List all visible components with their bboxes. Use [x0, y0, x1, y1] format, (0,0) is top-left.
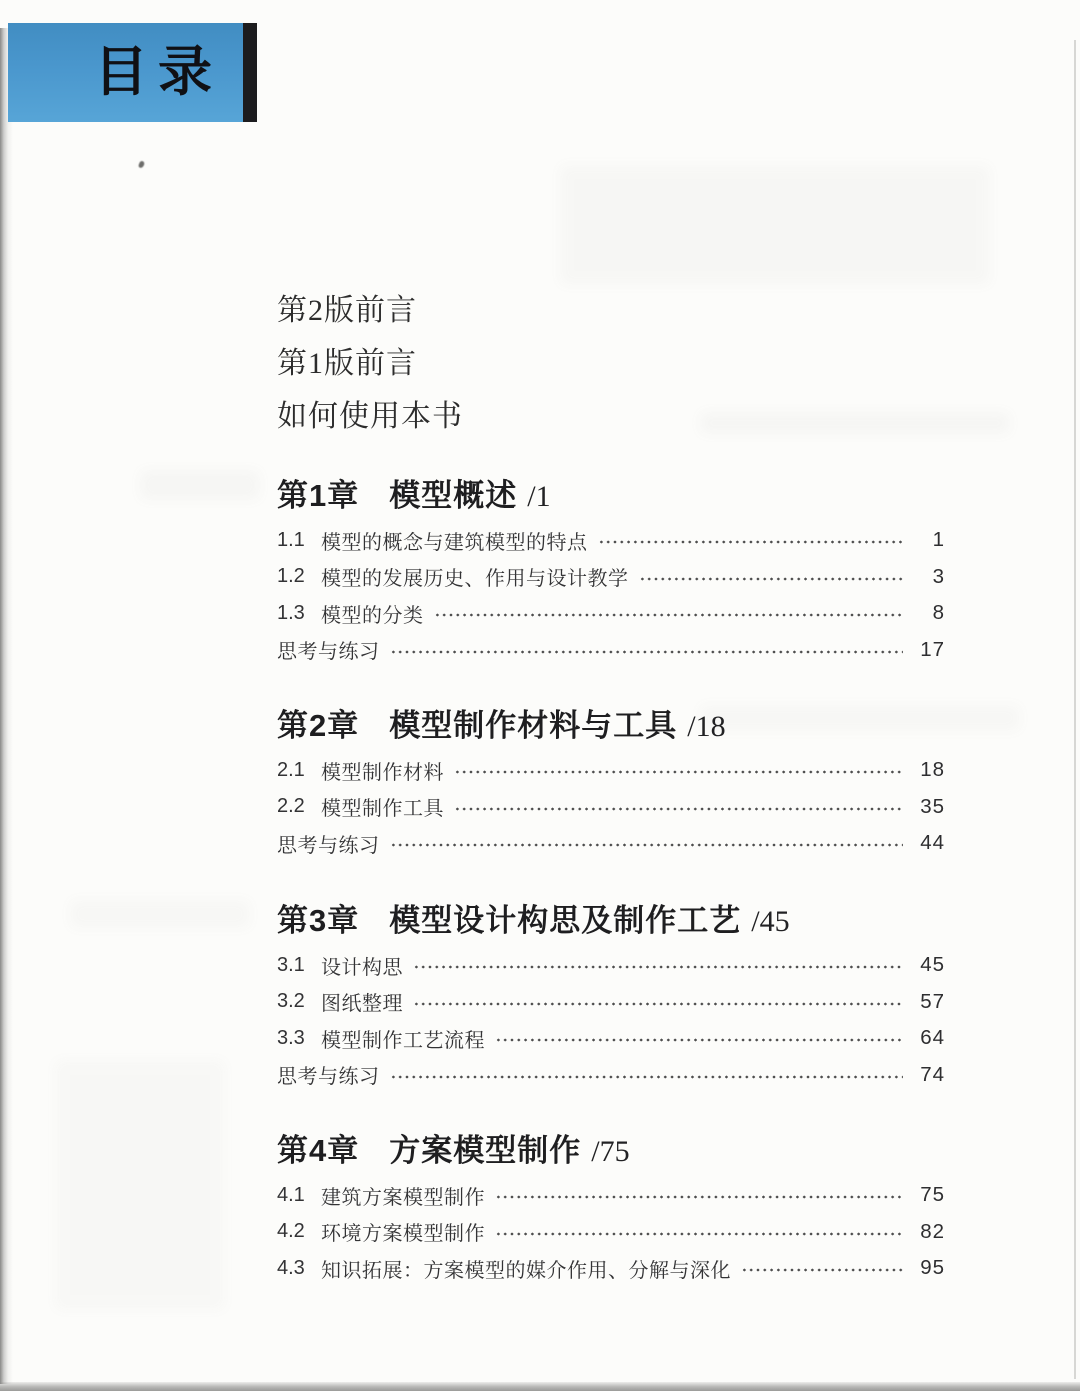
- entry-page-number: 95: [920, 1256, 945, 1280]
- entry-page-number: 74: [920, 1062, 945, 1086]
- chapter-page-ref: /18: [687, 710, 726, 743]
- scan-edge-right-line: [1074, 40, 1076, 1379]
- entry-page-number: 64: [920, 1026, 945, 1050]
- front-matter-item: 第2版前言: [277, 293, 417, 327]
- chapter-label: 第1章: [277, 478, 360, 513]
- dot-leader: [639, 574, 904, 584]
- front-matter-item: 如何使用本书: [277, 399, 463, 433]
- front-matter-list: [277, 280, 463, 439]
- dot-leader: [741, 1265, 903, 1275]
- dot-leader: [390, 647, 904, 657]
- bleed-through-artifact: [700, 412, 1010, 434]
- toc-entry: [277, 789, 945, 826]
- chapter-2-section: [277, 700, 945, 862]
- chapter-4-section: [277, 1125, 945, 1287]
- toc-entry: [277, 1177, 945, 1214]
- entry-title: 模型的分类: [321, 604, 424, 627]
- entry-page-number: 75: [920, 1183, 945, 1207]
- entry-number: 3.2: [277, 990, 305, 1013]
- dot-leader: [454, 767, 903, 777]
- entry-title: 知识拓展：方案模型的媒介作用、分解与深化: [321, 1259, 731, 1282]
- entry-number: 1.1: [277, 528, 305, 551]
- chapter-label: 第3章: [277, 903, 360, 938]
- entry-page-number: 44: [920, 831, 945, 855]
- chapter-label: 第4章: [277, 1133, 360, 1168]
- entry-title: 思考与练习: [277, 641, 380, 664]
- entry-title: 设计构思: [321, 956, 403, 979]
- entry-title: 模型制作材料: [321, 761, 444, 784]
- chapter-title: 方案模型制作: [389, 1133, 582, 1168]
- toc-entry-exercises: [277, 825, 945, 862]
- bleed-through-artifact: [140, 470, 260, 500]
- toc-entry: [277, 1250, 945, 1287]
- scan-speck: [138, 160, 145, 168]
- dot-leader: [495, 1035, 903, 1045]
- entry-title: 模型的发展历史、作用与设计教学: [321, 568, 629, 591]
- dot-leader: [413, 962, 903, 972]
- chapter-page-ref: /45: [751, 905, 790, 938]
- bleed-through-artifact: [70, 900, 250, 928]
- chapter-heading: [277, 700, 945, 744]
- chapter-title: 模型设计构思及制作工艺: [389, 903, 742, 938]
- entry-title: 图纸整理: [321, 993, 403, 1016]
- toc-entry: [277, 752, 945, 789]
- entry-number: 4.1: [277, 1183, 305, 1206]
- chapter-heading: [277, 1125, 945, 1169]
- toc-entry: [277, 984, 945, 1021]
- entry-number: 3.3: [277, 1026, 305, 1049]
- entry-number: 4.2: [277, 1220, 305, 1243]
- entry-page-number: 57: [920, 989, 945, 1013]
- dot-leader: [598, 537, 904, 547]
- scan-edge-bottom-bar: [0, 1382, 1080, 1391]
- entry-page-number: 8: [932, 601, 945, 625]
- entry-title: 思考与练习: [277, 1066, 380, 1089]
- chapter-page-ref: /75: [591, 1135, 630, 1168]
- toc-entry-exercises: [277, 632, 945, 669]
- dot-leader: [434, 610, 904, 620]
- front-matter-item: 第1版前言: [277, 346, 417, 380]
- entry-page-number: 18: [920, 758, 945, 782]
- dot-leader: [454, 804, 903, 814]
- entry-page-number: 1: [932, 528, 945, 552]
- chapter-label: 第2章: [277, 708, 360, 743]
- entry-number: 3.1: [277, 953, 305, 976]
- chapter-page-ref: /1: [527, 480, 551, 513]
- toc-entry-exercises: [277, 1057, 945, 1094]
- bleed-through-artifact: [560, 165, 990, 285]
- dot-leader: [390, 1072, 904, 1082]
- entry-number: 1.2: [277, 565, 305, 588]
- toc-entry: [277, 559, 945, 596]
- chapter-1-section: [277, 470, 945, 668]
- dot-leader: [495, 1229, 903, 1239]
- entry-title: 模型制作工艺流程: [321, 1029, 485, 1052]
- entry-page-number: 45: [920, 953, 945, 977]
- chapter-heading: [277, 470, 945, 514]
- entry-number: 2.1: [277, 758, 305, 781]
- entry-page-number: 17: [920, 637, 945, 661]
- entry-page-number: 35: [920, 794, 945, 818]
- dot-leader: [495, 1192, 903, 1202]
- entry-number: 4.3: [277, 1256, 305, 1279]
- chapter-title: 模型概述: [389, 478, 518, 513]
- entry-title: 环境方案模型制作: [321, 1223, 485, 1246]
- entry-title: 模型的概念与建筑模型的特点: [321, 531, 588, 554]
- header-black-bar: [243, 23, 257, 122]
- chapter-3-section: [277, 895, 945, 1093]
- toc-entry: [277, 595, 945, 632]
- entry-page-number: 3: [932, 564, 945, 588]
- entry-title: 建筑方案模型制作: [321, 1186, 485, 1209]
- toc-entry: [277, 522, 945, 559]
- entry-title: 思考与练习: [277, 834, 380, 857]
- entry-page-number: 82: [920, 1219, 945, 1243]
- entry-title: 模型制作工具: [321, 798, 444, 821]
- toc-entry: [277, 947, 945, 984]
- page-title: 目录: [94, 42, 222, 102]
- dot-leader: [413, 999, 903, 1009]
- toc-entry: [277, 1214, 945, 1251]
- entry-number: 1.3: [277, 601, 305, 624]
- dot-leader: [390, 840, 904, 850]
- toc-header-band: [8, 23, 243, 122]
- chapter-heading: [277, 895, 945, 939]
- entry-number: 2.2: [277, 795, 305, 818]
- bleed-through-artifact: [55, 1060, 225, 1310]
- chapter-title: 模型制作材料与工具: [389, 708, 678, 743]
- scan-edge-left-shadow: [0, 28, 13, 1384]
- toc-entry: [277, 1020, 945, 1057]
